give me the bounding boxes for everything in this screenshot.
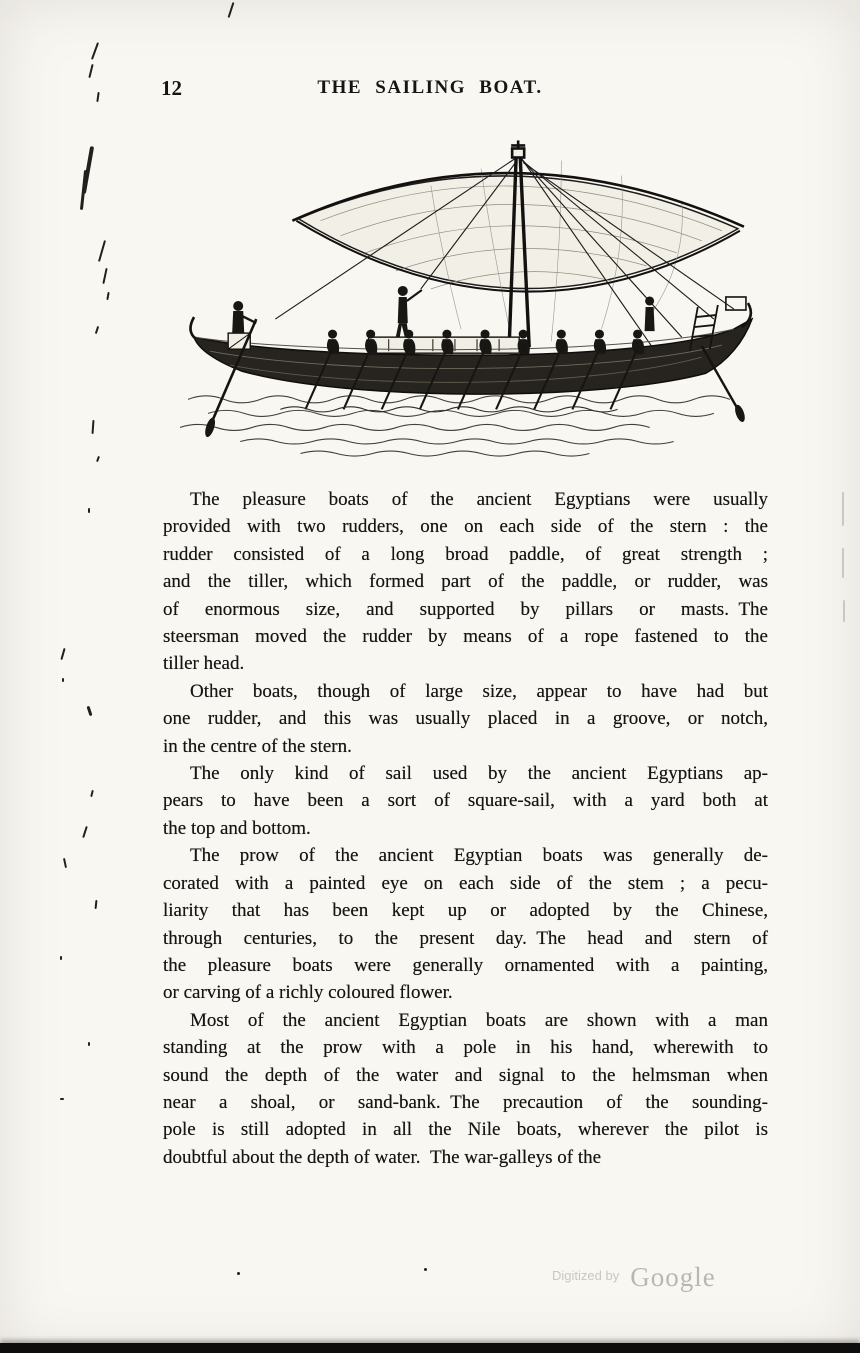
scan-mark — [424, 1268, 427, 1271]
scan-mark — [92, 420, 95, 434]
scan-mark — [60, 1098, 64, 1100]
scan-mark — [843, 600, 845, 622]
text-line: standing at the prow with a pole in his hand, wherewith to — [163, 1037, 768, 1059]
scan-mark — [88, 508, 90, 513]
scan-mark — [237, 1272, 240, 1275]
scan-mark — [88, 1042, 90, 1046]
text-line: in the centre of the stern. — [163, 735, 352, 757]
text-line: near a shoal, or sand-bank. The precaution of the sounding- — [163, 1091, 768, 1113]
text-line: pole is still adopted in all the Nile boats, wherever the pilot is — [163, 1119, 768, 1141]
scan-edge — [0, 1343, 860, 1353]
text-line: one rudder, and this was usually placed in a groove, or notch, — [163, 708, 768, 730]
text-line: pears to have been a sort of square-sail, with a yard both at — [163, 790, 768, 812]
page-number: 12 — [161, 76, 182, 100]
scan-mark — [228, 2, 235, 18]
text-line: provided with two rudders, one on each side of the stern : the — [163, 516, 768, 538]
google-watermark — [552, 1262, 716, 1293]
scan-mark — [842, 492, 844, 526]
text-line: through centuries, to the present day. The head and stern of — [163, 927, 768, 949]
scan-mark — [91, 42, 99, 60]
text-line: and the tiller, which formed part of the paddle, or rudder, was — [163, 571, 768, 593]
scan-mark — [90, 790, 94, 797]
scan-mark — [82, 826, 88, 838]
text-line: The prow of the ancient Egyptian boats was generally de- — [190, 845, 768, 867]
page-header — [0, 76, 860, 104]
text-line: Other boats, though of large size, appear to have had but — [190, 680, 768, 702]
text-line: or carving of a richly coloured flower. — [163, 982, 453, 1004]
body-text — [163, 486, 768, 1171]
scan-mark — [60, 956, 62, 960]
running-title: THE SAILING BOAT. — [317, 77, 543, 98]
paragraph-3 — [163, 760, 768, 842]
text-line: steersman moved the rudder by means of a rope fastened to the — [163, 626, 768, 648]
text-line: tiller head. — [163, 653, 245, 675]
google-logo: Google — [630, 1262, 716, 1292]
scan-mark — [62, 678, 64, 682]
boat-engraving-svg — [180, 140, 760, 464]
text-line: The pleasure boats of the ancient Egyptians were usually — [190, 489, 768, 510]
scan-mark — [98, 240, 106, 262]
text-line: of enormous size, and supported by pillars or masts. The — [163, 598, 768, 620]
scan-mark — [87, 706, 93, 716]
text-line: liarity that has been kept up or adopted by the Chinese, — [163, 900, 768, 922]
scan-mark — [106, 292, 109, 300]
text-line: Most of the ancient Egyptian boats are shown with a man — [190, 1009, 768, 1031]
paragraph-4 — [163, 842, 768, 1006]
text-line: rudder consisted of a long broad paddle, of great strength ; — [163, 543, 768, 565]
scan-mark — [95, 326, 99, 334]
paragraph-1 — [163, 486, 768, 678]
text-line: sound the depth of the water and signal to the helmsman when — [163, 1064, 768, 1086]
text-line: the top and bottom. — [163, 817, 311, 839]
scan-mark — [60, 648, 65, 660]
digitized-by-label: Digitized by — [552, 1268, 620, 1283]
text-line: doubtful about the depth of water. The war-galleys of the — [163, 1146, 602, 1168]
paragraph-5 — [163, 1007, 768, 1171]
text-line: The only kind of sail used by the ancient Egyptians ap- — [190, 763, 768, 785]
scan-mark — [95, 900, 98, 909]
text-line: the pleasure boats were generally ornamented with a painting, — [163, 954, 768, 976]
scan-mark — [842, 548, 844, 578]
egyptian-boat-engraving — [180, 140, 760, 464]
text-line: corated with a painted eye on each side of the stem ; a pecu- — [163, 872, 768, 894]
scan-mark — [63, 858, 67, 868]
scan-mark — [102, 268, 107, 284]
scan-mark — [96, 456, 100, 462]
paragraph-2 — [163, 678, 768, 760]
